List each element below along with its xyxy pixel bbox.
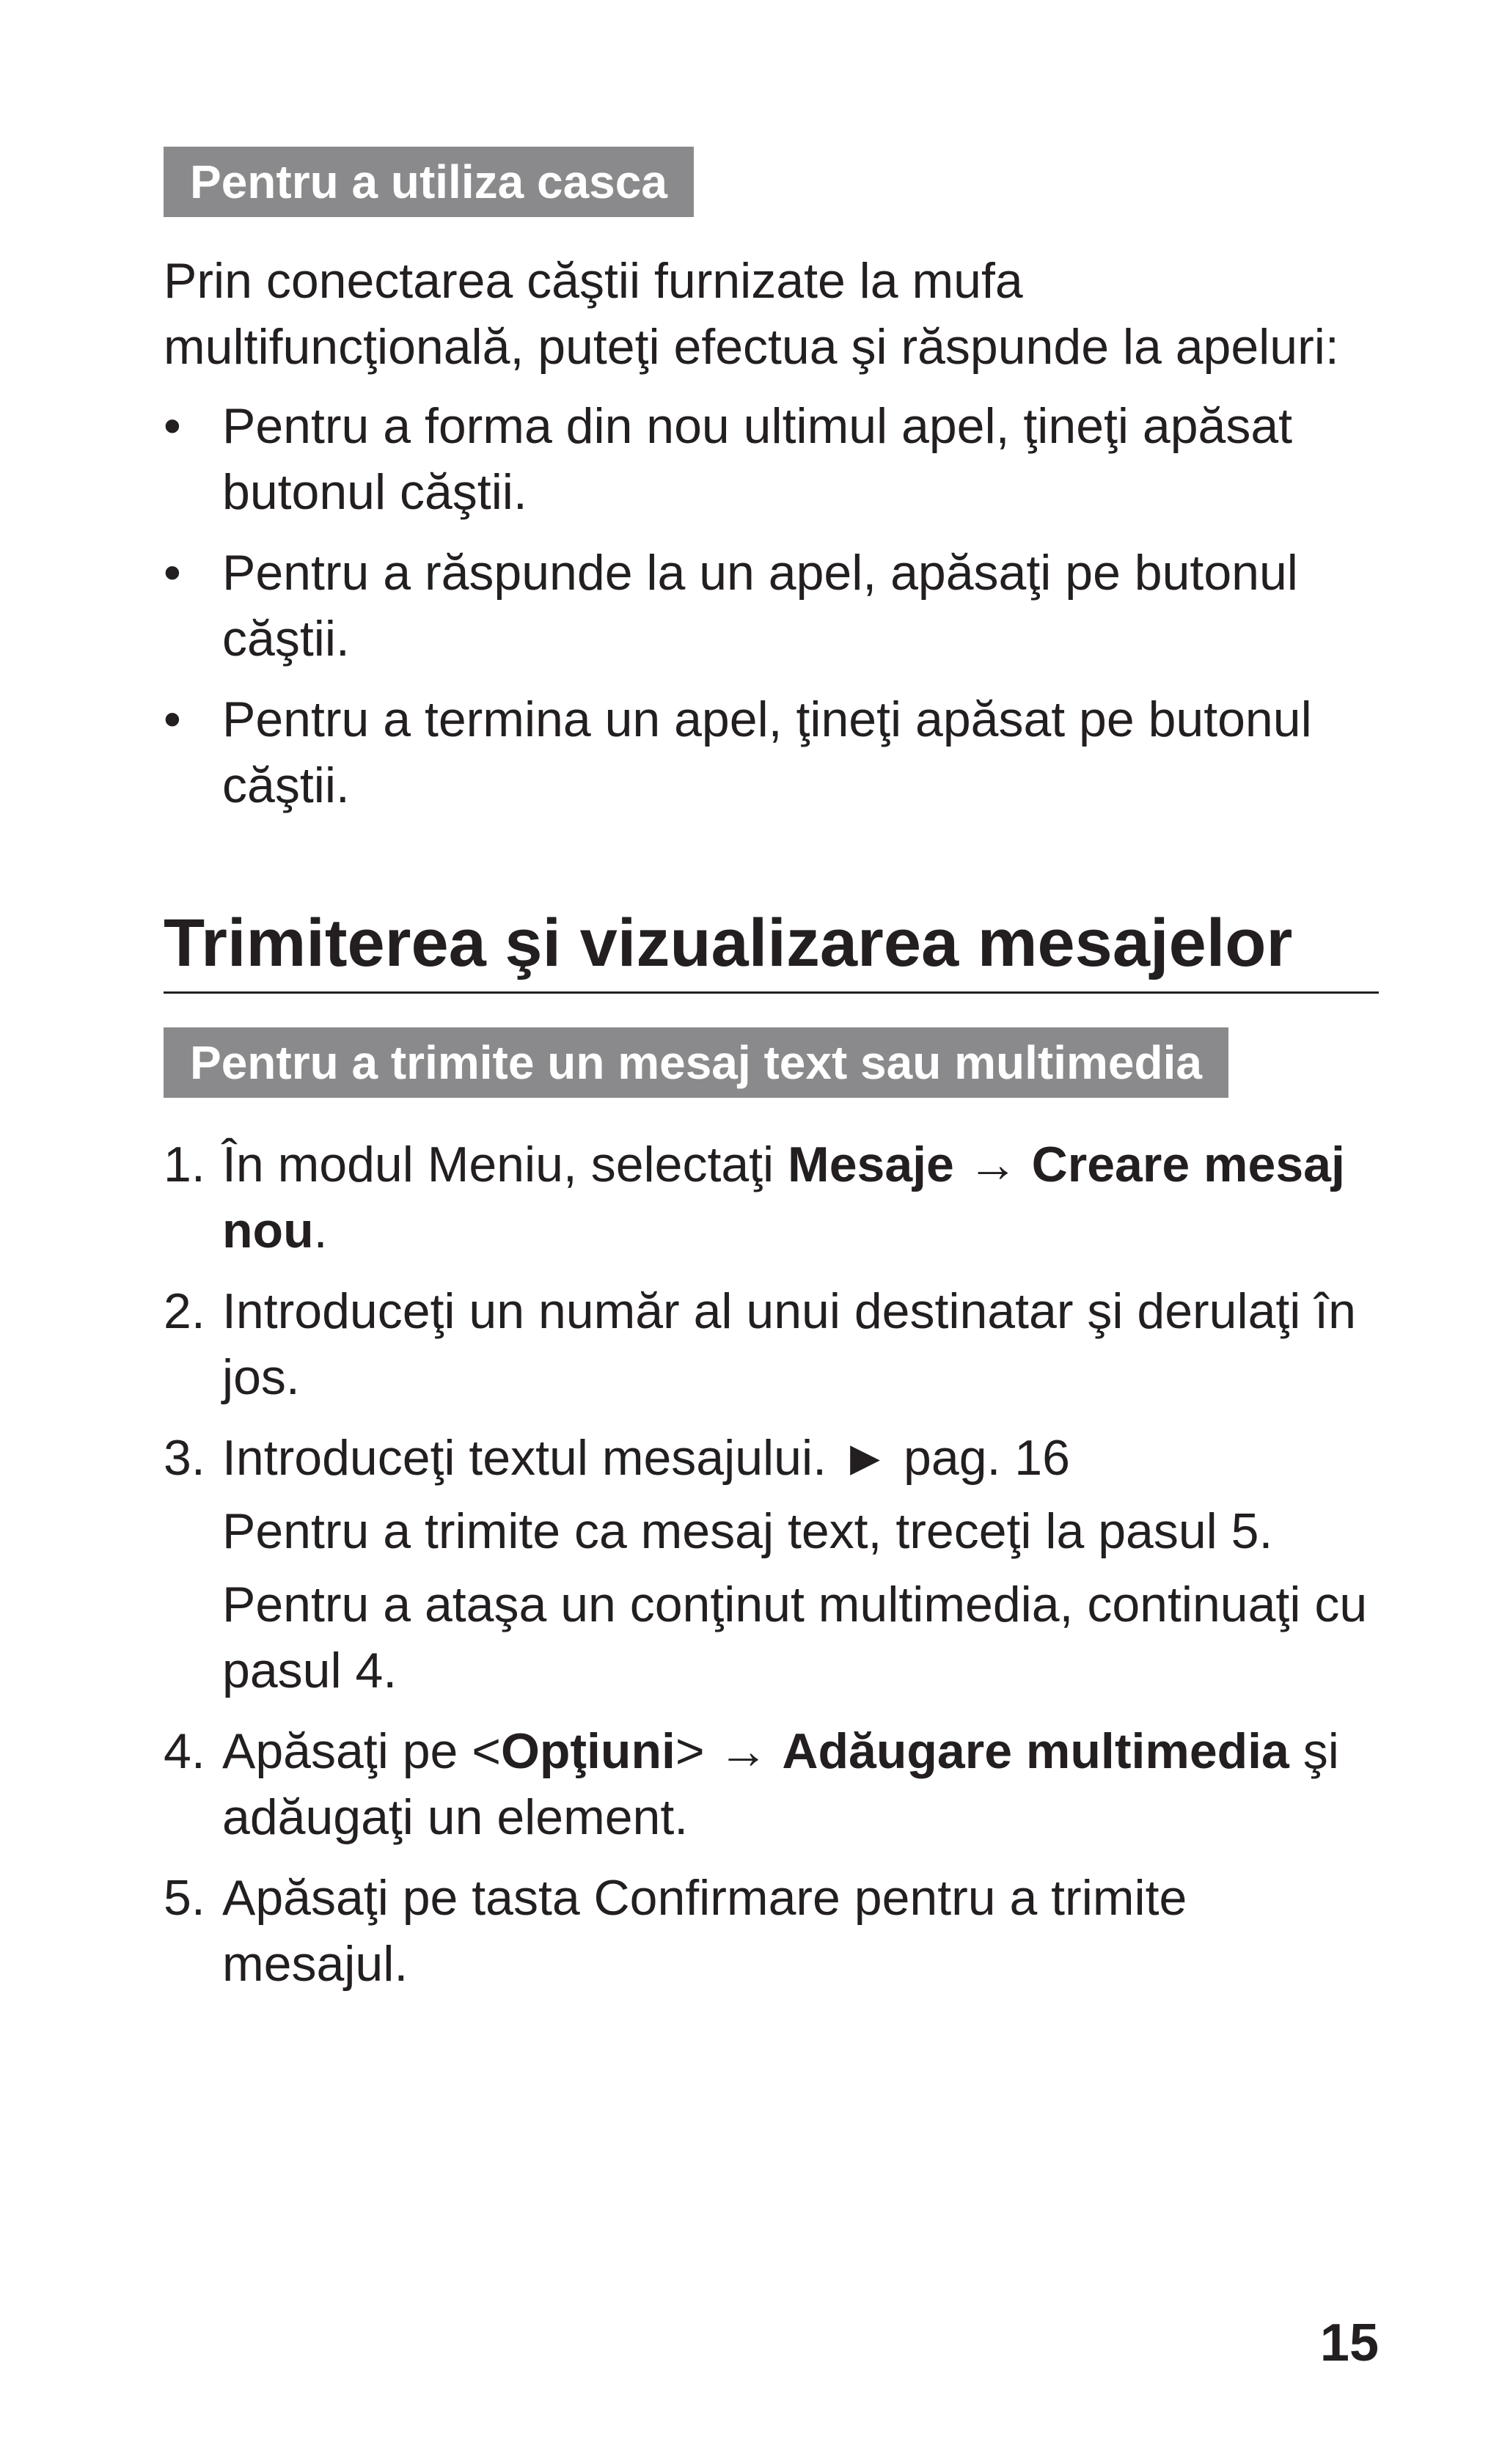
bullet-text: Pentru a răspunde la un apel, apăsaţi pe butonul căştii. <box>222 545 1298 667</box>
menu-path-new-message: Creare mesaj nou <box>222 1137 1345 1258</box>
manual-page <box>164 147 1379 2012</box>
section-title: Trimiterea şi vizualizarea mesajelor <box>164 899 1379 994</box>
step-text-end: . <box>313 1203 328 1258</box>
step-text: Introduceţi un număr al unui destinatar şi derulaţi în jos. <box>222 1283 1357 1405</box>
step-text-end: şi adăugaţi un element. <box>222 1723 1339 1845</box>
bullet-icon: • <box>164 692 181 747</box>
list-item <box>164 686 1379 818</box>
arrow-icon: → <box>953 1137 1032 1192</box>
menu-path-options: Opţiuni <box>500 1723 675 1779</box>
step-text: Apăsaţi pe tasta Confirmare pentru a trimite mesajul. <box>222 1870 1187 1992</box>
step-number: 5. <box>164 1870 205 1926</box>
headset-bullet-list <box>164 393 1379 818</box>
bullet-icon: • <box>164 545 181 601</box>
list-item <box>164 393 1379 525</box>
list-item <box>164 540 1379 672</box>
step-number: 3. <box>164 1430 205 1486</box>
bullet-icon: • <box>164 398 181 454</box>
arrow-icon: > → <box>675 1723 783 1779</box>
menu-path-add-multimedia: Adăugare multimedia <box>782 1723 1289 1779</box>
step-item <box>164 1425 1379 1704</box>
menu-path-messages: Mesaje <box>788 1137 954 1192</box>
step-note: Pentru a trimite ca mesaj text, treceţi la pasul 5. <box>222 1503 1273 1559</box>
headset-intro: Prin conectarea căştii furnizate la mufa multifuncţională, puteţi efectua şi răspunde la apeluri: <box>164 253 1339 375</box>
step-number: 2. <box>164 1283 205 1339</box>
step-note: Pentru a ataşa un conţinut multimedia, continuaţi cu pasul 4. <box>222 1577 1368 1698</box>
headset-subheading: Pentru a utiliza casca <box>164 147 694 217</box>
bullet-text: Pentru a termina un apel, ţineţi apăsat pe butonul căştii. <box>222 692 1312 813</box>
send-message-subheading: Pentru a trimite un mesaj text sau multimedia <box>164 1027 1228 1098</box>
steps-list <box>164 1132 1379 1997</box>
step-item <box>164 1132 1379 1264</box>
step-text: Apăsaţi pe < <box>222 1723 501 1779</box>
step-text: Introduceţi textul mesajului. ► pag. 16 <box>222 1430 1070 1486</box>
bullet-text: Pentru a forma din nou ultimul apel, ţineţi apăsat butonul căştii. <box>222 398 1293 520</box>
step-item <box>164 1278 1379 1410</box>
page-number: 15 <box>1319 2314 1379 2372</box>
step-item <box>164 1718 1379 1850</box>
step-text: În modul Meniu, selectaţi <box>222 1137 788 1192</box>
step-item <box>164 1865 1379 1997</box>
step-number: 1. <box>164 1137 205 1192</box>
step-number: 4. <box>164 1723 205 1779</box>
